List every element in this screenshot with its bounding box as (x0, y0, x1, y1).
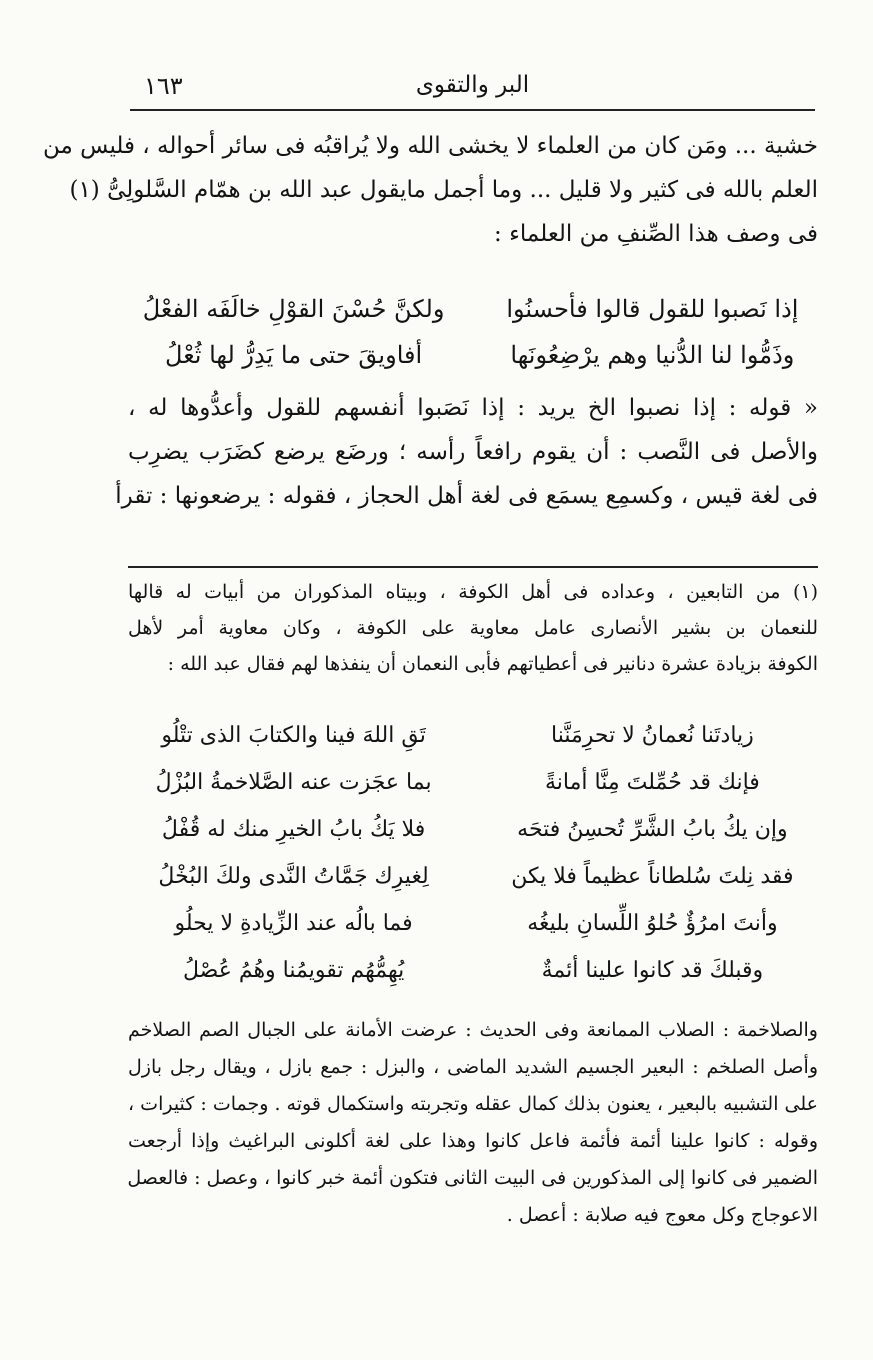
footnote-line: الكوفة بزيادة عشرة دنانير فى أعطياتهم فأبى النعمان أن ينفذها لهم فقال عبد الله : (167, 653, 818, 675)
gloss-line: على التشبيه بالبعير ، يعنون بذلك كمال عقله وتجربته واستكمال قوته . وجمات : كثيرات ، (128, 1093, 818, 1115)
verse-second-hemistich: فلا يَكُ بابُ الخيرِ منك له قُفْلُ (161, 817, 426, 842)
verse-line (128, 806, 818, 853)
verse-first-hemistich: فإنك قد حُمِّلتَ مِنَّا أمانةً (545, 770, 760, 795)
verse-first-hemistich: وذَمُّوا لنا الدُّنيا وهم يرْضِعُونَها (510, 341, 795, 369)
verse-line (128, 712, 818, 759)
verse-second-hemistich: تَقِ اللهَ فينا والكتابَ الذى تتْلُو (161, 723, 426, 748)
gloss-line: الضمير فى كانوا إلى المذكورين فى البيت الثانى فتكون أئمة خبر كانوا ، وعصل : فالعصل (127, 1167, 818, 1189)
verse-line (128, 853, 818, 900)
gloss-line: وأصل الصلخم : البعير الجسيم الشديد الماضى ، والبزل : جمع بازل ، ويقال رجل بازل (128, 1056, 818, 1078)
body-line: العلم بالله فى كثير ولا قليل ... وما أجمل مايقول عبد الله بن همّام السَّلولِىُّ (١) (69, 177, 818, 203)
body-line: والأصل فى النَّصب : أن يقوم رافعاً رأسه ؛ ورضَع يرضع كضَرَب يضرِب (128, 439, 818, 465)
body-line: فى وصف هذا الصِّنفِ من العلماء : (494, 221, 818, 247)
verse-second-hemistich: بما عجَزت عنه الصَّلاخمةُ البُزْلُ (155, 770, 432, 795)
footnote-line: (١) من التابعين ، وعداده فى أهل الكوفة ، وبيتاه المذكوران من أبيات له قالها (128, 581, 818, 603)
main-text-intro (42, 124, 818, 256)
verse-first-hemistich: وإن يكُ بابُ الشَّرِّ تُحسِنُ فتحَه (517, 817, 788, 842)
header-rule (130, 109, 815, 111)
verse-first-hemistich: وأنتَ امرُؤٌ حُلوُ اللِّسانِ بليغُه (527, 911, 778, 936)
verse-second-hemistich: لِغيرِك جَمَّاتُ النَّدى ولكَ البُخْلُ (158, 864, 429, 889)
verse-second-hemistich: أفاويقَ حتى ما يَدِرُّ لها ثُعْلُ (165, 341, 423, 369)
footnote-line: للنعمان بن بشير الأنصارى عامل معاوية على الكوفة ، وكان معاوية أمر لأهل (128, 617, 818, 639)
footnote-verses (128, 712, 818, 994)
running-title: البر والتقوى (415, 72, 530, 98)
verse-line (128, 759, 818, 806)
verse-line (128, 947, 818, 994)
verse-line (128, 286, 818, 332)
verse-second-hemistich: ولكنَّ حُسْنَ القوْلِ خالَفَه الفعْلُ (142, 295, 445, 323)
footnote-gloss (128, 1012, 818, 1234)
main-verses (128, 286, 818, 378)
body-line: فى لغة قيس ، وكسمِع يسمَع فى لغة أهل الحجاز ، فقوله : يرضعونها : تقرأ (115, 483, 818, 509)
page-number: ١٦٣ (144, 72, 183, 100)
verse-second-hemistich: فما بالُه عند الزِّيادةِ لا يحلُو (174, 911, 413, 936)
verse-first-hemistich: فقد نِلتَ سُلطاناً عظيماً فلا يكن (511, 864, 794, 889)
footnote-rule (128, 566, 818, 568)
verse-first-hemistich: إذا نَصبوا للقول قالوا فأحسنُوا (506, 295, 799, 323)
body-line: خشية ... ومَن كان من العلماء لا يخشى الله ولا يُراقبُه فى سائر أحواله ، فليس من (42, 133, 818, 159)
verse-line (128, 900, 818, 947)
explanation-text (115, 386, 818, 518)
verse-second-hemistich: يُهِمُّهُم تقويمُنا وهُمُ عُصْلُ (182, 958, 405, 983)
verse-line (128, 332, 818, 378)
body-line: « قوله : إذا نصبوا الخ يريد : إذا نَصَبوا أنفسهم للقول وأعدُّوها له ، (128, 395, 818, 421)
gloss-line: والصلاخمة : الصلاب الممانعة وفى الحديث : عرضت الأمانة على الجبال الصم الصلاخم (128, 1019, 818, 1041)
gloss-line: وقوله : كانوا علينا أئمة فأئمة فاعل كانوا وهذا على لغة أكلونى البراغيث وإذا أرجعت (128, 1130, 818, 1152)
verse-first-hemistich: زيادتَنا نُعمانُ لا تحرِمَنَّنا (551, 723, 754, 748)
verse-first-hemistich: وقبلكَ قد كانوا علينا أئمةٌ (541, 958, 764, 983)
footnote-text (128, 574, 818, 682)
page-header (130, 66, 815, 106)
gloss-line: الاعوجاج وكل معوج فيه صلابة : أعصل . (506, 1204, 818, 1226)
